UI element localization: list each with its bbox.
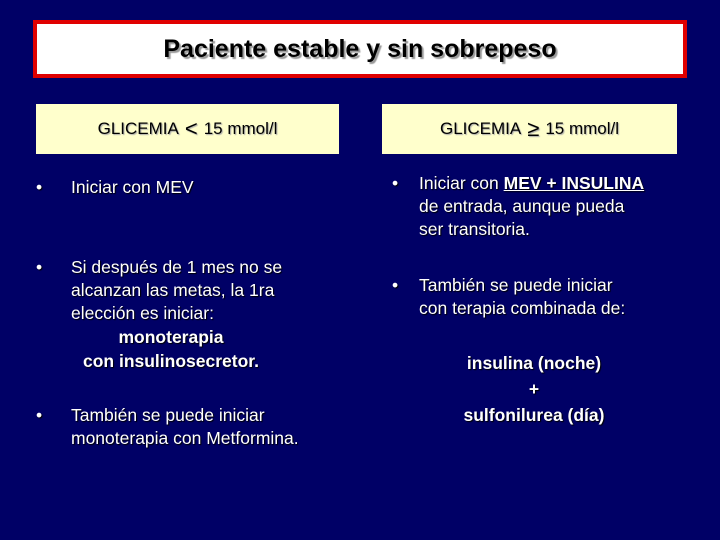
right-bullet-1-prefix: Iniciar con xyxy=(419,173,504,193)
bullet-dot: • xyxy=(36,405,43,425)
right-bold-block xyxy=(434,350,634,428)
left-bullet-3-line-2: monoterapia con Metformina. xyxy=(71,428,299,448)
bullet-dot: • xyxy=(392,275,399,295)
right-bold-line-3: sulfonilurea (día) xyxy=(463,405,605,425)
right-bullet-1-line-3: ser transitoria. xyxy=(419,219,530,239)
right-bullet-2-line-1: También se puede iniciar xyxy=(419,275,613,295)
left-bullet-3-line-1: También se puede iniciar xyxy=(71,405,265,425)
bullet-dot: • xyxy=(36,257,43,277)
right-bullet-2 xyxy=(392,274,692,320)
bullet-dot: • xyxy=(36,177,43,197)
right-header xyxy=(382,104,677,154)
right-header-value: 15 mmol/l xyxy=(545,119,619,138)
left-bold-line-1: monoterapia xyxy=(118,327,224,347)
right-header-operator: ≥ xyxy=(527,116,540,141)
slide-title: Paciente estable y sin sobrepeso xyxy=(163,34,557,63)
right-bold-line-1: insulina (noche) xyxy=(466,353,602,373)
left-header xyxy=(36,104,339,154)
bullet-dot: • xyxy=(392,173,399,193)
left-bullet-2 xyxy=(36,256,336,325)
right-bullet-1 xyxy=(392,172,692,241)
right-bullet-1-line-2: de entrada, aunque pueda xyxy=(419,196,625,216)
right-header-prefix: GLICEMIA xyxy=(439,119,522,138)
left-header-operator: < xyxy=(184,116,198,141)
left-header-value: 15 mmol/l xyxy=(203,119,278,138)
title-box xyxy=(33,20,687,78)
right-bold-line-2: + xyxy=(528,379,540,399)
left-header-prefix: GLICEMIA xyxy=(97,119,179,138)
left-bullet-3 xyxy=(36,404,356,450)
right-bullet-1-emphasis: MEV + INSULINA xyxy=(503,173,645,193)
left-bullet-2-line-3: elección es iniciar: xyxy=(71,303,214,323)
left-bold-block xyxy=(36,325,306,373)
left-bold-line-2: con insulinosecretor. xyxy=(82,351,260,371)
left-bullet-2-line-1: Si después de 1 mes no se xyxy=(71,257,283,277)
left-bullet-1 xyxy=(36,176,336,199)
left-bullet-2-line-2: alcanzan las metas, la 1ra xyxy=(71,280,275,300)
left-bullet-1-text: Iniciar con MEV xyxy=(71,177,194,197)
right-bullet-1-line-1 xyxy=(392,172,692,195)
right-bullet-2-line-2: con terapia combinada de: xyxy=(419,298,626,318)
